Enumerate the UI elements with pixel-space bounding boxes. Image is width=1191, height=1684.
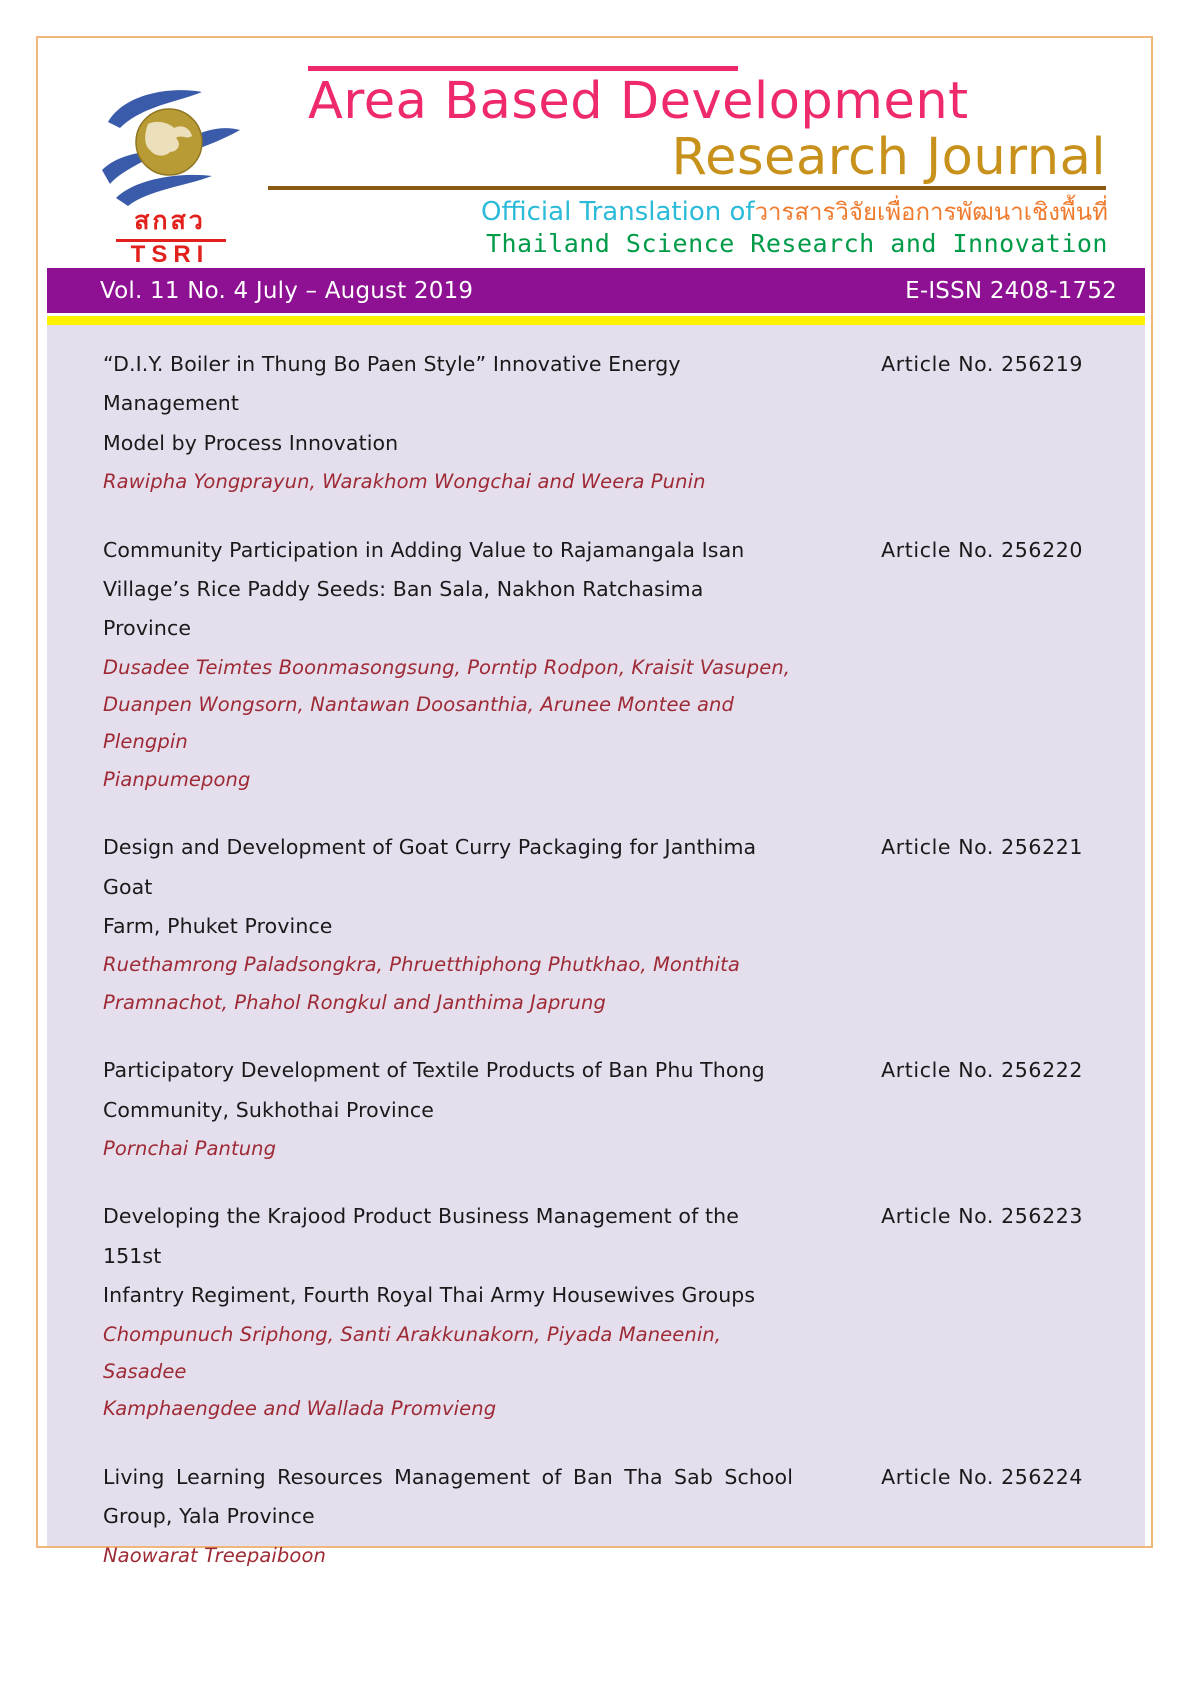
subtitle-english: Official Translation of: [481, 197, 755, 228]
tsri-logo: [90, 80, 250, 268]
author-line: Pramnachot, Phahol Rongkul and Janthima Japrung: [103, 990, 606, 1014]
title-line: Living Learning Resources Management of Ban Tha Sab School: [103, 1464, 793, 1489]
masthead: [38, 38, 1151, 266]
toc-list: [103, 345, 1083, 1604]
toc-entry[interactable]: [103, 828, 1083, 1021]
author-line: Pianpumepong: [103, 767, 251, 791]
toc-entry-title: [103, 828, 793, 946]
title-line: Group, Yala Province: [103, 1504, 315, 1529]
journal-title-block: [268, 66, 1108, 259]
title-line: Model by Process Innovation: [103, 430, 399, 455]
toc-entry-title: [103, 345, 793, 463]
title-line: Infantry Regiment, Fourth Royal Thai Army Housewives Groups: [103, 1283, 756, 1308]
journal-title-line2: Research Journal: [268, 130, 1106, 190]
journal-subtitle-organization: Thailand Science Research and Innovation: [485, 229, 1108, 259]
author-line: Kamphaengdee and Wallada Promvieng: [103, 1397, 497, 1421]
toc-entry-title: [103, 1051, 793, 1130]
article-number: Article No. 256219: [881, 352, 1083, 376]
author-line: Naowarat Treepaiboon: [103, 1543, 326, 1567]
article-number: Article No. 256221: [881, 835, 1083, 860]
author-line: Duanpen Wongsorn, Nantawan Doosanthia, Arunee Montee and Plengpin: [103, 693, 734, 754]
toc-entry[interactable]: [103, 531, 1083, 799]
toc-entry[interactable]: [103, 1197, 1083, 1427]
article-number: Article No. 256220: [881, 537, 1083, 562]
toc-entry[interactable]: [103, 345, 1083, 501]
journal-title-line1: Area Based Development: [308, 72, 969, 131]
toc-entry-title: [103, 1197, 793, 1315]
toc-entry-title: [103, 1458, 793, 1537]
author-line: Ruethamrong Paladsongkra, Phruetthiphong Phutkhao, Monthita: [103, 953, 740, 977]
issue-banner: [47, 268, 1145, 313]
toc-entry[interactable]: [103, 1051, 1083, 1167]
table-of-contents-panel: [47, 325, 1145, 1567]
title-line: Farm, Phuket Province: [103, 914, 333, 939]
article-number: Article No. 256224: [881, 1464, 1083, 1489]
toc-entry-head: [103, 345, 1083, 463]
title-line: Community Participation in Adding Value to Rajamangala Isan: [103, 537, 745, 562]
toc-entry-title: [103, 531, 793, 649]
toc-entry-head: [103, 828, 1083, 946]
title-line: Village’s Rice Paddy Seeds: Ban Sala, Nakhon Ratchasima Province: [103, 576, 704, 641]
logo-acronym-latin: TSRI: [130, 241, 210, 268]
author-line: Rawipha Yongprayun, Warakhom Wongchai and Weera Punin: [103, 470, 706, 494]
issue-label: Vol. 11 No. 4 July – August 2019: [100, 278, 474, 304]
toc-entry-head: [103, 1197, 1083, 1315]
toc-entry[interactable]: [103, 1458, 1083, 1574]
title-line: Community, Sukhothai Province: [103, 1097, 435, 1122]
toc-entry-head: [103, 1051, 1083, 1130]
author-line: Dusadee Teimtes Boonmasongsung, Porntip Rodpon, Kraisit Vasupen,: [103, 655, 791, 679]
title-line: Participatory Development of Textile Products of Ban Phu Thong: [103, 1058, 765, 1083]
article-number: Article No. 256222: [881, 1058, 1083, 1083]
logo-acronym-thai: สกสว: [134, 206, 206, 235]
title-line: “D.I.Y. Boiler in Thung Bo Paen Style” Innovative Energy Management: [103, 352, 681, 416]
title-line: Design and Development of Goat Curry Packaging for Janthima Goat: [103, 835, 757, 899]
title-top-rule: [308, 66, 738, 71]
tsri-globe-waves-icon: [90, 80, 250, 210]
toc-entry-head: [103, 531, 1083, 649]
toc-entry-head: [103, 1458, 1083, 1537]
subtitle-thai: วารสารวิจัยเพื่อการพัฒนาเชิงพื้นที่: [754, 198, 1108, 227]
journal-subtitle-translation: [268, 198, 1108, 228]
article-number: Article No. 256223: [881, 1204, 1083, 1229]
eissn-label: E-ISSN 2408-1752: [905, 278, 1117, 304]
author-line: Chompunuch Sriphong, Santi Arakkunakorn, Piyada Maneenin, Sasadee: [103, 1322, 722, 1383]
title-line: Developing the Krajood Product Business Management of the 151st: [103, 1204, 739, 1268]
author-line: Pornchai Pantung: [103, 1137, 277, 1161]
yellow-divider: [47, 316, 1145, 325]
